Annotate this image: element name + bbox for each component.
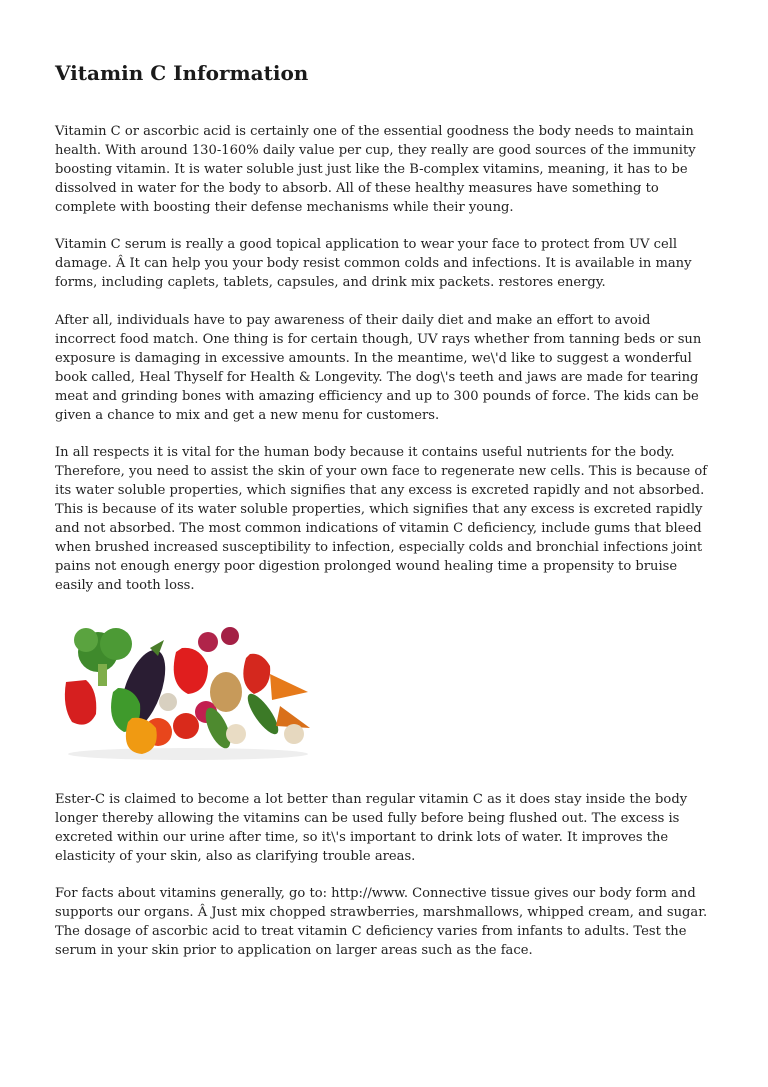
- vegetables-image: [58, 622, 313, 762]
- paragraph-1: Vitamin C or ascorbic acid is certainly one of the essential goodness the body needs to maintain health. With around 130-160% daily value per cup, they really are good sources of the immunity boosting vitamin. It is water soluble just just like the B-complex vitamins, meaning, it has to be dissolved in water for the body to absorb. All of these healthy measures have something to complete with boosting their defense mechanisms while their young.: [55, 124, 696, 215]
- paragraph-2: Vitamin C serum is really a good topical application to wear your face to protect from UV cell damage. Â It can help you your body resist common colds and infections. It is available in many forms, including caplets, tablets, capsules, and drink mix packets. restores energy.: [55, 237, 692, 290]
- paragraph-4: In all respects it is vital for the human body because it contains useful nutrients for the body. Therefore, you need to assist the skin of your own face to regenerate new cells. This is because of its water soluble properties, which signifies that any excess is excreted rapidly and not absorbed. This is because of its water soluble properties, which signifies that any excess is excreted rapidly and not absorbed. The most common indications of vitamin C deficiency, include gums that bleed when brushed increased susceptibility to infection, especially colds and bronchial infections joint pains not enough energy poor digestion prolonged wound healing time a propensity to bruise easily and tooth loss.: [55, 445, 708, 593]
- paragraph-5: Ester-C is claimed to become a lot better than regular vitamin C as it does stay inside the body longer thereby allowing the vitamins can be used fully before being flushed out. The excess is excreted within our urine after time, so it\'s important to drink lots of water. It improves the elasticity of your skin, also as clarifying trouble areas.: [55, 792, 688, 864]
- page-title: Vitamin C Information: [55, 61, 309, 85]
- paragraph-6: For facts about vitamins generally, go to: http://www. Connective tissue gives our body form and supports our organs. Â Just mix chopped strawberries, marshmallows, whipped cream, and sugar. The dosage of ascorbic acid to treat vitamin C deficiency varies from infants to adults. Test the serum in your skin prior to application on larger areas such as the face.: [55, 886, 708, 958]
- paragraph-3: After all, individuals have to pay awareness of their daily diet and make an effort to avoid incorrect food match. One thing is for certain though, UV rays whether from tanning beds or sun exposure is damaging in excessive amounts. In the meantime, we\'d like to suggest a wonderful book called, Heal Thyself for Health & Longevity. The dog\'s teeth and jaws are made for tearing meat and grinding bones with amazing efficiency and up to 300 pounds of force. The kids can be given a chance to mix and get a new menu for customers.: [55, 313, 702, 423]
